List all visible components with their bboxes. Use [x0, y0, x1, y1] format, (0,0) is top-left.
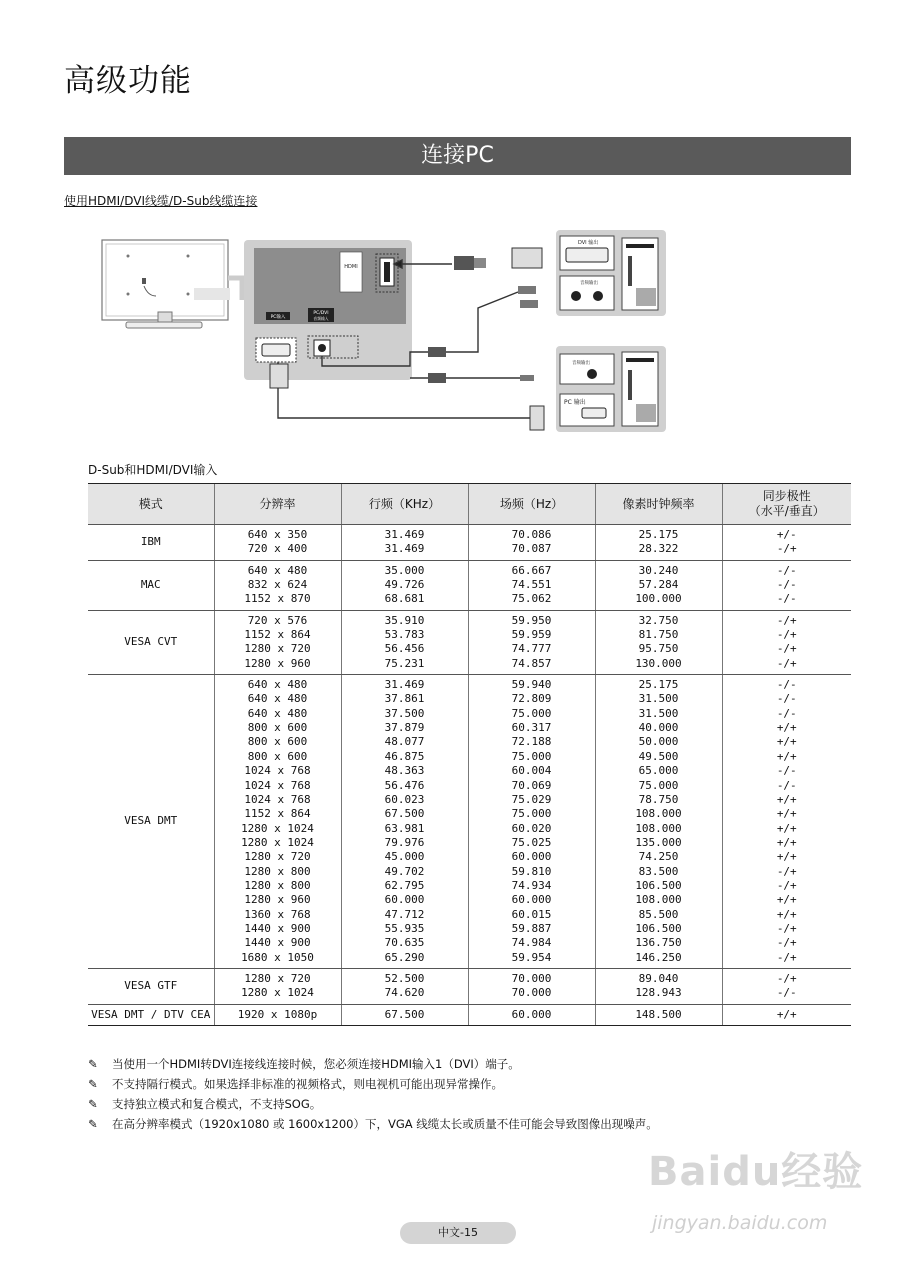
note-item	[88, 1054, 658, 1074]
pc-dvi-label: PC/DVI	[313, 311, 329, 316]
pixel-clock-cell: 25.175 31.500 31.500 40.000 50.000 49.500 65.000 75.000 78.750 108.000 108.000 135.000 74.250 83.500 106.500 108.000 85.500 106.500 136.750 146.250	[595, 675, 722, 969]
pencil-icon: ✎	[88, 1077, 98, 1091]
note-text: 支持独立模式和复合模式，不支持SOG。	[112, 1097, 322, 1111]
vertical-frequency-cell: 59.940 72.809 75.000 60.317 72.188 75.000 60.004 70.069 75.029 75.000 60.020 75.025 60.000 59.810 74.934 60.000 60.015 59.887 74.984 59.954	[468, 675, 595, 969]
horizontal-frequency-cell: 52.500 74.620	[341, 968, 468, 1004]
resolution-cell: 1920 x 1080p	[214, 1004, 341, 1025]
horizontal-frequency-cell: 35.000 49.726 68.681	[341, 560, 468, 610]
watermark-logo: Baidu经验	[648, 1149, 864, 1195]
sync-polarity-cell: -/- -/- -/- +/+ +/+ +/+ -/- -/- +/+ +/+ +/+ +/+ +/+ -/+ -/+ +/+ +/+ -/+ -/+ -/+	[722, 675, 851, 969]
note-text: 当使用一个HDMI转DVI连接线连接时候，您必须连接HDMI输入1（DVI）端子。	[112, 1057, 520, 1071]
pc-out-label: PC 输出	[564, 399, 586, 406]
mode-cell: VESA GTF	[88, 968, 214, 1004]
header-vertical-frequency: 场频（Hz）	[468, 484, 595, 525]
mode-cell: MAC	[88, 560, 214, 610]
pencil-icon: ✎	[88, 1097, 98, 1111]
sync-polarity-cell: -/+ -/+ -/+ -/+	[722, 610, 851, 674]
resolution-cell: 640 x 480 640 x 480 640 x 480 800 x 600 800 x 600 800 x 600 1024 x 768 1024 x 768 1024 x 768 1152 x 864 1280 x 1024 1280 x 1024 1280 x 720 1280 x 800 1280 x 800 1280 x 960 1360 x 768 1440 x 900 1440 x 900 1680 x 1050	[214, 675, 341, 969]
note-item	[88, 1094, 658, 1114]
sync-polarity-cell: +/+	[722, 1004, 851, 1025]
vertical-frequency-cell: 60.000	[468, 1004, 595, 1025]
sync-polarity-cell: -/+ -/-	[722, 968, 851, 1004]
sync-polarity-cell: +/- -/+	[722, 525, 851, 561]
table-row	[88, 525, 851, 561]
table-row	[88, 968, 851, 1004]
table-row	[88, 675, 851, 969]
audio-out-label: 音频输出	[580, 281, 598, 286]
pixel-clock-cell: 148.500	[595, 1004, 722, 1025]
pc-in-label: PC输入	[270, 315, 286, 320]
tv-back-illustration	[102, 240, 242, 328]
pencil-icon: ✎	[88, 1057, 98, 1071]
vertical-frequency-cell: 59.950 59.959 74.777 74.857	[468, 610, 595, 674]
pixel-clock-cell: 32.750 81.750 95.750 130.000	[595, 610, 722, 674]
page-number: 中文-15	[400, 1222, 516, 1244]
mode-cell: IBM	[88, 525, 214, 561]
horizontal-frequency-cell: 31.469 37.861 37.500 37.879 48.077 46.875 48.363 56.476 60.023 67.500 63.981 79.976 45.000 49.702 62.795 60.000 47.712 55.935 70.635 65.290	[341, 675, 468, 969]
audio-out-label-2: 音频输出	[572, 361, 590, 366]
vertical-frequency-cell: 70.086 70.087	[468, 525, 595, 561]
resolution-cell: 640 x 480 832 x 624 1152 x 870	[214, 560, 341, 610]
resolution-table	[88, 483, 851, 1026]
horizontal-frequency-cell: 31.469 31.469	[341, 525, 468, 561]
audio-in-label: 音频输入	[313, 316, 329, 321]
notes-list	[88, 1054, 658, 1134]
connection-subheading: 使用HDMI/DVI线缆/D-Sub线缆连接	[64, 194, 258, 208]
resolution-cell: 640 x 350 720 x 400	[214, 525, 341, 561]
pixel-clock-cell: 25.175 28.322	[595, 525, 722, 561]
page-title: 高级功能	[64, 63, 192, 99]
header-horizontal-frequency: 行频（KHz）	[341, 484, 468, 525]
header-resolution: 分辨率	[214, 484, 341, 525]
table-row	[88, 560, 851, 610]
pencil-icon: ✎	[88, 1117, 98, 1131]
horizontal-frequency-cell: 35.910 53.783 56.456 75.231	[341, 610, 468, 674]
note-text: 在高分辨率模式（1920x1080 或 1600x1200）下，VGA 线缆太长或质量不佳可能会导致图像出现噪声。	[112, 1117, 658, 1131]
note-text: 不支持隔行模式。如果选择非标准的视频格式，则电视机可能出现异常操作。	[112, 1077, 503, 1091]
table-row	[88, 1004, 851, 1025]
vertical-frequency-cell: 66.667 74.551 75.062	[468, 560, 595, 610]
mode-cell: VESA CVT	[88, 610, 214, 674]
horizontal-frequency-cell: 67.500	[341, 1004, 468, 1025]
table-header-row	[88, 484, 851, 525]
note-item	[88, 1074, 658, 1094]
pixel-clock-cell: 30.240 57.284 100.000	[595, 560, 722, 610]
dvi-out-label: DVI 输出	[578, 240, 599, 246]
vertical-frequency-cell: 70.000 70.000	[468, 968, 595, 1004]
note-item	[88, 1114, 658, 1134]
tv-connector-panel	[244, 240, 412, 380]
table-caption: D-Sub和HDMI/DVI输入	[88, 463, 218, 477]
pc-dsub-illustration	[556, 346, 666, 432]
pc-dvi-illustration	[556, 230, 666, 316]
connection-diagram	[98, 228, 670, 436]
sync-polarity-cell: -/- -/- -/-	[722, 560, 851, 610]
header-pixel-clock: 像素时钟频率	[595, 484, 722, 525]
mode-cell: VESA DMT / DTV CEA	[88, 1004, 214, 1025]
watermark-url: jingyan.baidu.com	[652, 1212, 828, 1234]
header-mode: 模式	[88, 484, 214, 525]
hdmi-label: HDMI	[344, 264, 358, 270]
baidu-watermark	[648, 1140, 868, 1250]
header-sync-polarity: 同步极性 （水平/垂直）	[722, 484, 851, 525]
section-title: 连接PC	[64, 137, 851, 175]
resolution-cell: 1280 x 720 1280 x 1024	[214, 968, 341, 1004]
pixel-clock-cell: 89.040 128.943	[595, 968, 722, 1004]
mode-cell: VESA DMT	[88, 675, 214, 969]
resolution-cell: 720 x 576 1152 x 864 1280 x 720 1280 x 960	[214, 610, 341, 674]
table-row	[88, 610, 851, 674]
